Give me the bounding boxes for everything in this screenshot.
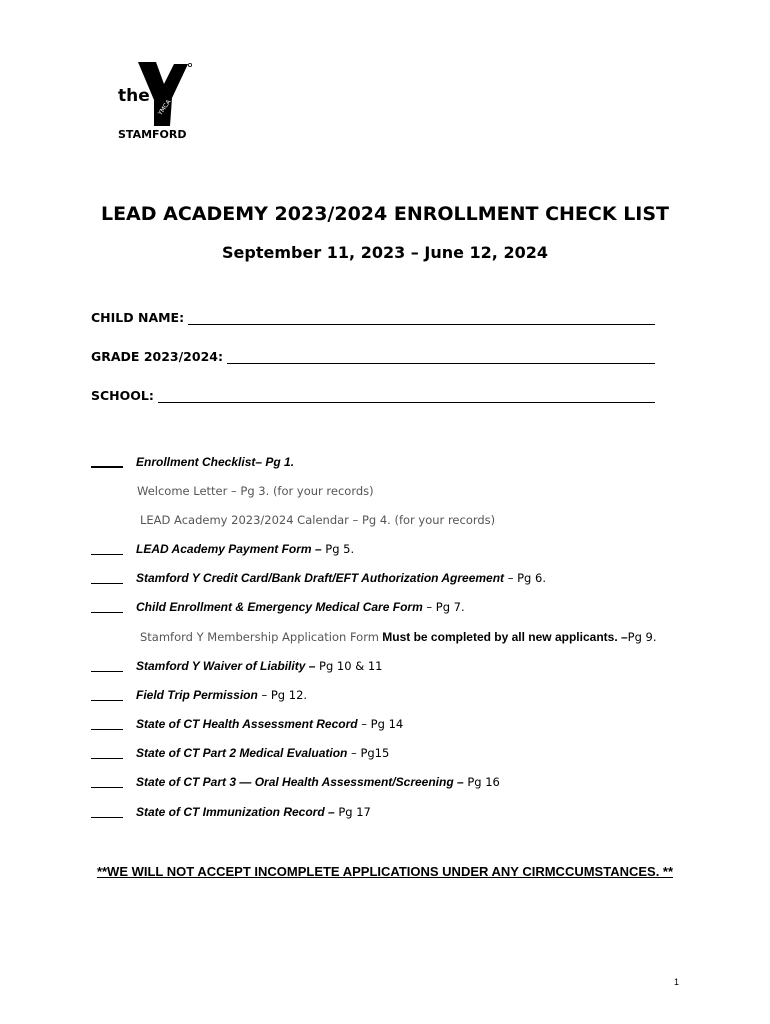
checklist-item [91,746,731,760]
logo-the-text: the [118,86,150,106]
note-text: Stamford Y Membership Application Form [140,630,379,644]
check-blank[interactable] [91,554,123,555]
logo-city: STAMFORD [118,128,187,141]
note-bold: Must be completed by all new applicants. – [382,630,628,644]
item-title: Field Trip Permission [136,688,258,702]
checklist-item [91,542,731,556]
item-title: Stamford Y Waiver of Liability – [136,659,316,673]
check-blank[interactable] [91,729,123,730]
page-title: LEAD ACADEMY 2023/2024 ENROLLMENT CHECK LIST [100,203,670,225]
check-blank[interactable] [91,787,123,788]
item-page: Pg 16 [463,775,500,789]
item-title: Child Enrollment & Emergency Medical Care Form [136,600,423,614]
check-blank[interactable] [91,817,123,818]
item-page: Pg 9. [627,630,657,644]
item-page: Pg 5. [321,542,355,556]
item-page: Pg 10 & 11 [315,659,383,673]
incomplete-warning: **WE WILL NOT ACCEPT INCOMPLETE APPLICATIONS UNDER ANY CIRMCCUMSTANCES. ** [96,864,674,879]
school-line[interactable] [158,390,655,403]
checklist-item [91,600,731,614]
checklist-note [140,513,770,527]
item-page: – Pg 7. [422,600,465,614]
checklist-item [91,805,731,819]
ymca-logo [110,62,200,144]
checklist-item [91,717,731,731]
item-title: LEAD Academy Payment Form – [136,542,322,556]
item-page: Pg 17 [334,805,371,819]
checklist-item [91,659,731,673]
check-blank[interactable] [91,466,123,468]
check-blank[interactable] [91,700,123,701]
school-label: SCHOOL: [91,388,154,403]
checklist-note [140,630,770,644]
y-mark-icon [134,62,196,126]
checklist-item [91,688,731,702]
item-title: State of CT Health Assessment Record [136,717,358,731]
grade-field[interactable] [91,349,655,364]
page-number: 1 [674,977,680,987]
item-title: Stamford Y Credit Card/Bank Draft/EFT Authorization Agreement [136,571,505,585]
item-title: State of CT Part 2 Medical Evaluation [136,746,348,760]
grade-label: GRADE 2023/2024: [91,349,223,364]
checklist-item [91,455,731,469]
item-page: – Pg 6. [504,571,546,585]
check-blank[interactable] [91,758,123,759]
page-subtitle: September 11, 2023 – June 12, 2024 [222,243,548,262]
child-name-line[interactable] [188,312,655,325]
note-text: LEAD Academy 2023/2024 Calendar – Pg 4. (for your records) [140,513,496,527]
check-blank[interactable] [91,612,123,613]
school-field[interactable] [91,388,655,403]
item-page: – Pg 14 [357,717,404,731]
item-title: State of CT Immunization Record – [136,805,335,819]
item-title: Enrollment Checklist– Pg 1. [136,455,295,469]
check-blank[interactable] [91,671,123,672]
logo-small-text: YMCA [156,98,173,117]
item-page: – Pg 12. [257,688,308,702]
checklist-item [91,775,731,789]
child-name-label: CHILD NAME: [91,310,185,325]
note-text: Welcome Letter – Pg 3. (for your records) [137,484,374,498]
child-name-field[interactable] [91,310,655,325]
checklist-item [91,571,731,585]
item-page: – Pg15 [347,746,390,760]
item-title: State of CT Part 3 — Oral Health Assessment/Screening – [136,775,464,789]
checklist-note [137,484,770,498]
check-blank[interactable] [91,583,123,584]
grade-line[interactable] [227,351,655,364]
